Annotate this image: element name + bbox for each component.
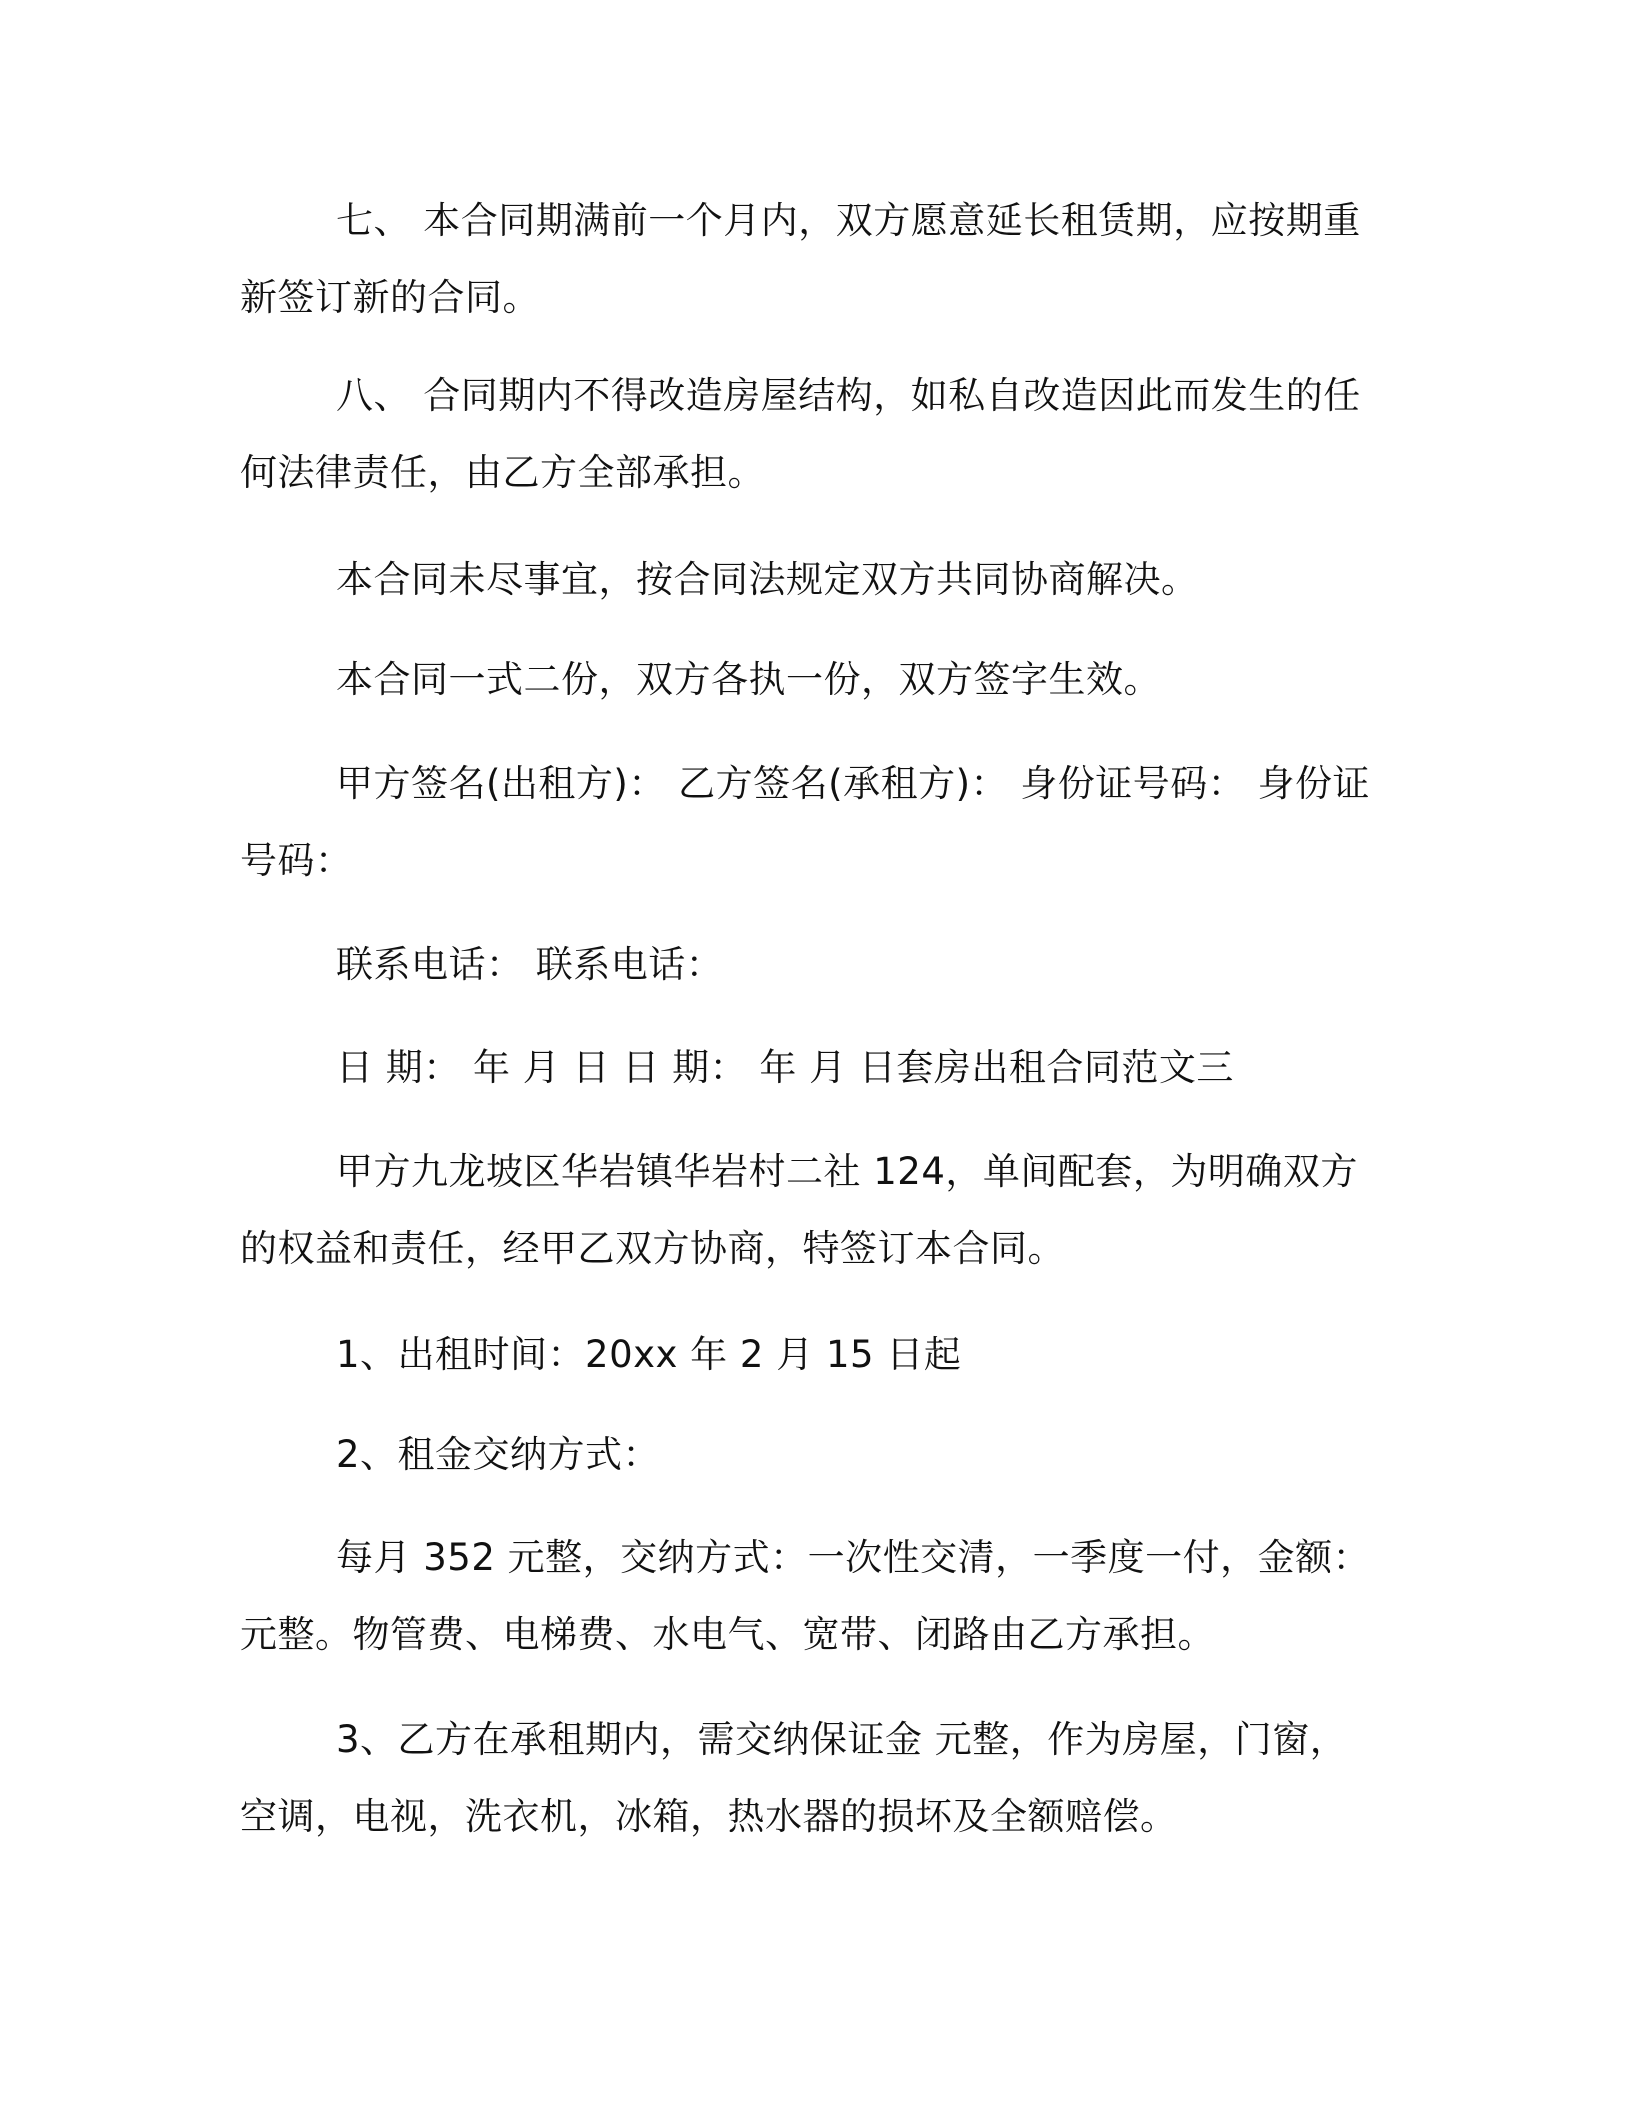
unresolved-matters-paragraph: 本合同未尽事宜，按合同法规定双方共同协商解决。 — [336, 558, 1199, 601]
rent-payment-heading: 2、租金交纳方式： — [336, 1433, 661, 1476]
signature-line-paragraph: 甲方签名(出租方)： 乙方签名(承租方)： 身份证号码： 身份证号码： — [240, 762, 1371, 882]
copies-paragraph: 本合同一式二份，双方各执一份，双方签字生效。 — [336, 658, 1161, 701]
date-line-paragraph: 日 期： 年 月 日 日 期： 年 月 日套房出租合同范文三 — [336, 1046, 1234, 1089]
rental-start-paragraph: 1、出租时间：20xx 年 2 月 15 日起 — [336, 1333, 962, 1376]
deposit-paragraph: 3、乙方在承租期内，需交纳保证金 元整，作为房屋，门窗，空调，电视，洗衣机，冰箱，热水器的损坏及全额赔偿。 — [240, 1718, 1348, 1838]
intro-paragraph: 甲方九龙坡区华岩镇华岩村二社 124，单间配套，为明确双方的权益和责任，经甲乙双方协商，特签订本合同。 — [240, 1150, 1358, 1270]
monthly-rent-paragraph: 每月 352 元整，交纳方式：一次性交清，一季度一付，金额： 元整。物管费、电梯费、水电气、宽带、闭路由乙方承担。 — [240, 1536, 1371, 1656]
contact-phone-paragraph: 联系电话： 联系电话： — [336, 943, 724, 986]
clause-8-paragraph: 八、 合同期内不得改造房屋结构，如私自改造因此而发生的任何法律责任，由乙方全部承担。 — [240, 374, 1361, 494]
clause-7-paragraph: 七、 本合同期满前一个月内，双方愿意延长租赁期，应按期重新签订新的合同。 — [240, 199, 1361, 319]
